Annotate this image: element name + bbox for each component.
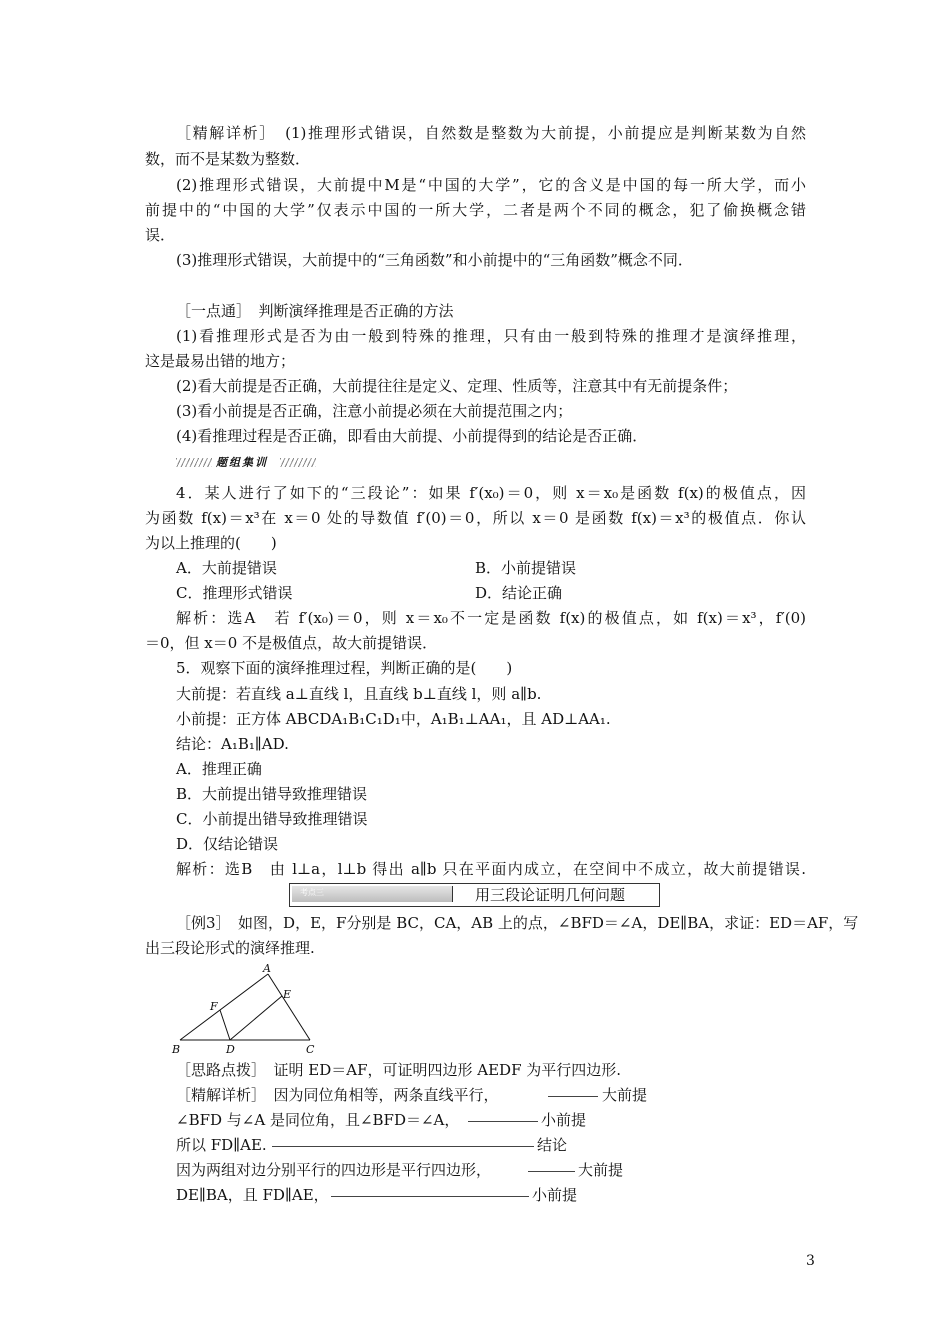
proof-line-1: ［精解详析］ 因为同位角相等，两条直线平行， <box>176 1086 499 1104</box>
tip-line-3: (2)看大前提是否正确，大前提往往是定义、定理、性质等，注意其中有无前提条件； <box>176 377 738 395</box>
q4-line-2: 为函数 f(x)＝x³在 x＝0 处的导数值 f′(0)＝0，所以 x＝0 是函数 f(x)＝x³的极值点．你认 <box>145 509 806 527</box>
exercise-group-label: 题组集训 <box>216 456 268 469</box>
section-title: 用三段论证明几何问题 <box>475 886 626 904</box>
side-ac <box>268 974 310 1040</box>
proof-line-5: DE∥BA，且 FD∥AE， <box>176 1186 329 1204</box>
point-label-e: E <box>283 988 292 1001</box>
proof-tag-5: 小前提 <box>532 1186 578 1204</box>
section-tag-label: 考点三 <box>300 888 324 897</box>
proof-tag-4: 大前提 <box>578 1161 624 1179</box>
exercise-group-header <box>176 455 318 470</box>
hatch-decoration-left <box>176 458 212 467</box>
point-label-d: D <box>226 1043 235 1056</box>
proof-line-4: 因为两组对边分别平行的四边形是平行四边形， <box>176 1161 492 1179</box>
side-ab <box>180 974 268 1040</box>
q4-option-a: A．大前提错误 <box>176 559 277 577</box>
analysis-line-5: 误． <box>145 226 176 244</box>
q4-line-1: 4．某人进行了如下的“三段论”：如果 f′(x₀)＝0，则 x＝x₀是函数 f(x)的极值点，因 <box>176 484 806 502</box>
analysis-line-2: 数，而不是某数为整数． <box>145 150 311 168</box>
segment-fd <box>220 1010 230 1040</box>
q5-stem: 5．观察下面的演绎推理过程，判断正确的是( ) <box>176 659 513 677</box>
q5-option-c: C．小前提出错导致推理错误 <box>176 810 368 828</box>
analysis-line-3: (2)推理形式错误，大前提中M是“中国的大学”，它的含义是中国的每一所大学，而小 <box>176 176 806 194</box>
q4-line-3: 为以上推理的( ) <box>145 534 277 552</box>
example3-line-1: ［例3］ 如图，D，E，F分别是 BC，CA，AB 上的点，∠BFD＝∠A，DE∥BA，求证：ED＝AF，写 <box>176 914 859 932</box>
vertex-label-b: B <box>172 1043 181 1056</box>
section-banner <box>289 883 660 907</box>
q4-option-c: C．推理形式错误 <box>176 584 293 602</box>
vertex-label-a: A <box>263 962 271 975</box>
tip-line-2: 这是最易出错的地方； <box>145 352 296 370</box>
leader-line-1 <box>548 1096 598 1097</box>
proof-tag-3: 结论 <box>537 1136 568 1154</box>
q4-option-b: B．小前提错误 <box>475 559 577 577</box>
vertex-label-c: C <box>306 1043 315 1056</box>
q5-minor-premise: 小前提：正方体 ABCDA₁B₁C₁D₁中，A₁B₁⊥AA₁，且 AD⊥AA₁. <box>176 710 611 728</box>
section-tag <box>292 886 453 902</box>
segment-de <box>230 996 282 1040</box>
leader-line-5 <box>331 1196 529 1197</box>
tip-title: ［一点通］ 判断演绎推理是否正确的方法 <box>176 302 454 320</box>
tip-line-5: (4)看推理过程是否正确，即看由大前提、小前提得到的结论是否正确． <box>176 427 648 445</box>
analysis-line-4: 前提中的“中国的大学”仅表示中国的一所大学，二者是两个不同的概念，犯了偷换概念错 <box>145 201 806 219</box>
point-label-f: F <box>210 1000 218 1013</box>
analysis-line-6: (3)推理形式错误，大前提中的“三角函数”和小前提中的“三角函数”概念不同． <box>176 251 693 269</box>
q4-option-d: D．结论正确 <box>475 584 563 602</box>
hatch-decoration-right <box>280 458 316 467</box>
triangle-figure <box>170 960 330 1058</box>
proof-tag-1: 大前提 <box>602 1086 648 1104</box>
leader-line-4 <box>528 1171 575 1172</box>
q5-conclusion: 结论：A₁B₁∥AD. <box>176 735 289 753</box>
leader-line-2 <box>468 1121 538 1122</box>
tip-line-4: (3)看小前提是否正确，注意小前提必须在大前提范围之内； <box>176 402 573 420</box>
tip-line-1: (1)看推理形式是否为由一般到特殊的推理，只有由一般到特殊的推理才是演绎推理， <box>176 327 806 345</box>
proof-line-2: ∠BFD 与∠A 是同位角，且∠BFD＝∠A， <box>176 1111 460 1129</box>
q4-solution-line-2: ＝0，但 x＝0 不是极值点，故大前提错误． <box>145 634 438 652</box>
leader-line-3 <box>272 1146 534 1147</box>
analysis-line-1: ［精解详析］ (1)推理形式错误，自然数是整数为大前提，小前提应是判断某数为自然 <box>176 124 806 142</box>
proof-line-3: 所以 FD∥AE. <box>176 1136 267 1154</box>
example3-line-2: 出三段论形式的演绎推理. <box>145 939 315 957</box>
q5-solution: 解析：选B 由 l⊥a，l⊥b 得出 a∥b 只在平面内成立，在空间中不成立，故大前提错误. <box>176 860 806 878</box>
q5-major-premise: 大前提：若直线 a⊥直线 l，且直线 b⊥直线 l，则 a∥b. <box>176 685 542 703</box>
q4-solution-line-1: 解析：选A 若 f′(x₀)＝0，则 x＝x₀不一定是函数 f(x)的极值点，如 f(x)＝x³，f′(0) <box>176 609 806 627</box>
page-number: 3 <box>806 1253 815 1269</box>
hint-line: ［思路点拨］ 证明 ED＝AF，可证明四边形 AEDF 为平行四边形. <box>176 1061 622 1079</box>
q5-option-d: D．仅结论错误 <box>176 835 279 853</box>
proof-tag-2: 小前提 <box>541 1111 587 1129</box>
q5-option-b: B．大前提出错导致推理错误 <box>176 785 368 803</box>
q5-option-a: A．推理正确 <box>176 760 262 778</box>
